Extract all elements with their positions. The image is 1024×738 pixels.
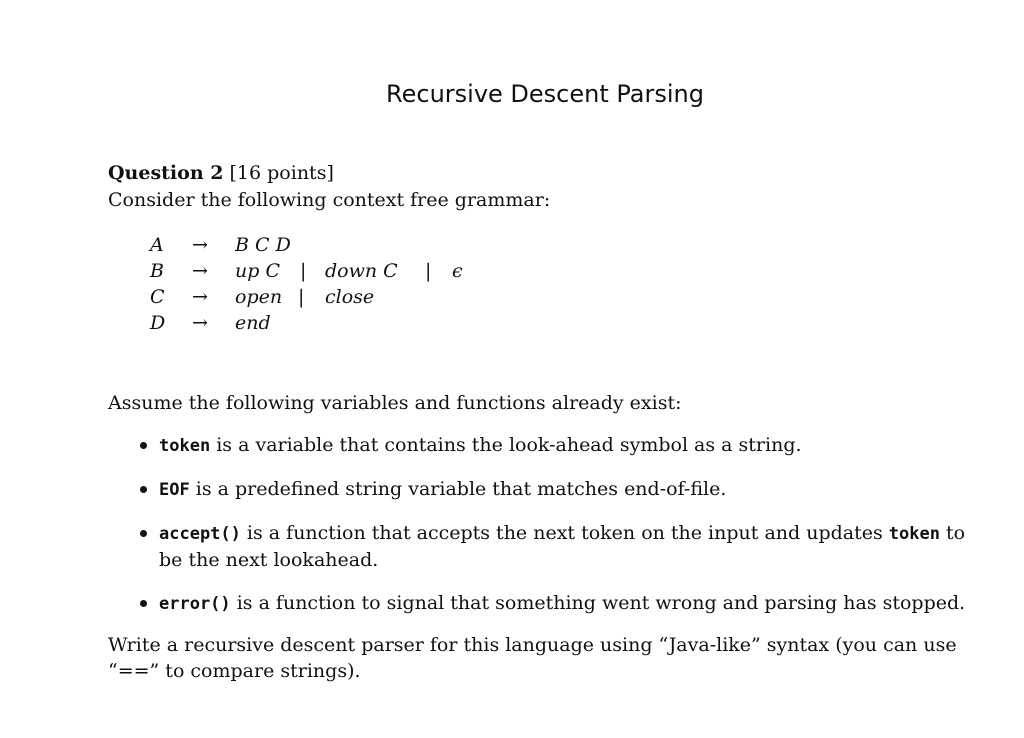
list-item	[138, 432, 988, 459]
rule-lhs: A	[150, 234, 164, 256]
rule-lhs: B	[150, 260, 164, 282]
rule-arrow: →	[192, 312, 208, 334]
list-item	[138, 476, 988, 503]
assumptions-list	[138, 432, 988, 634]
rule-alternative: open	[235, 286, 283, 308]
rule-arrow: →	[192, 260, 208, 282]
code-accept: accept()	[159, 524, 241, 544]
rule-alternative: up C	[235, 260, 280, 282]
rule-lhs: C	[150, 286, 165, 308]
list-item	[138, 520, 988, 573]
alternative-separator: |	[298, 286, 305, 308]
code-error: error()	[159, 594, 231, 614]
alternative-separator: |	[425, 260, 432, 282]
rule-alternative: B C D	[235, 234, 291, 256]
rule-arrow: →	[192, 234, 208, 256]
list-item	[138, 590, 988, 617]
item-text: is a variable that contains the look-ahead symbol as a string.	[210, 434, 802, 456]
item-text: to be the next lookahead.	[159, 522, 966, 571]
question-header	[108, 162, 334, 184]
question-points: [16 points]	[229, 162, 334, 184]
rule-alternative: close	[325, 286, 375, 308]
rule-lhs: D	[150, 312, 166, 334]
code-eof: EOF	[159, 480, 190, 500]
rule-alternative: down C	[325, 260, 398, 282]
assumptions-intro: Assume the following variables and functions already exist:	[108, 392, 682, 414]
task-instruction: Write a recursive descent parser for this language using “Java-like” syntax (you can use “==” to compare strings).	[108, 634, 957, 682]
question-label: Question 2	[108, 162, 224, 184]
rule-arrow: →	[192, 286, 208, 308]
item-text: is a predefined string variable that matches end-of-file.	[189, 478, 727, 500]
code-token: token	[159, 436, 211, 456]
rule-alternative: end	[235, 312, 271, 334]
question-intro: Consider the following context free grammar:	[108, 189, 551, 211]
item-text: is a function that accepts the next token on the input and updates	[240, 522, 889, 544]
rule-alternative: ϵ	[452, 260, 463, 282]
item-text: is a function to signal that something went wrong and parsing has stopped.	[230, 592, 966, 614]
code-token: token	[888, 524, 940, 544]
alternative-separator: |	[300, 260, 307, 282]
page-title: Recursive Descent Parsing	[386, 80, 704, 108]
